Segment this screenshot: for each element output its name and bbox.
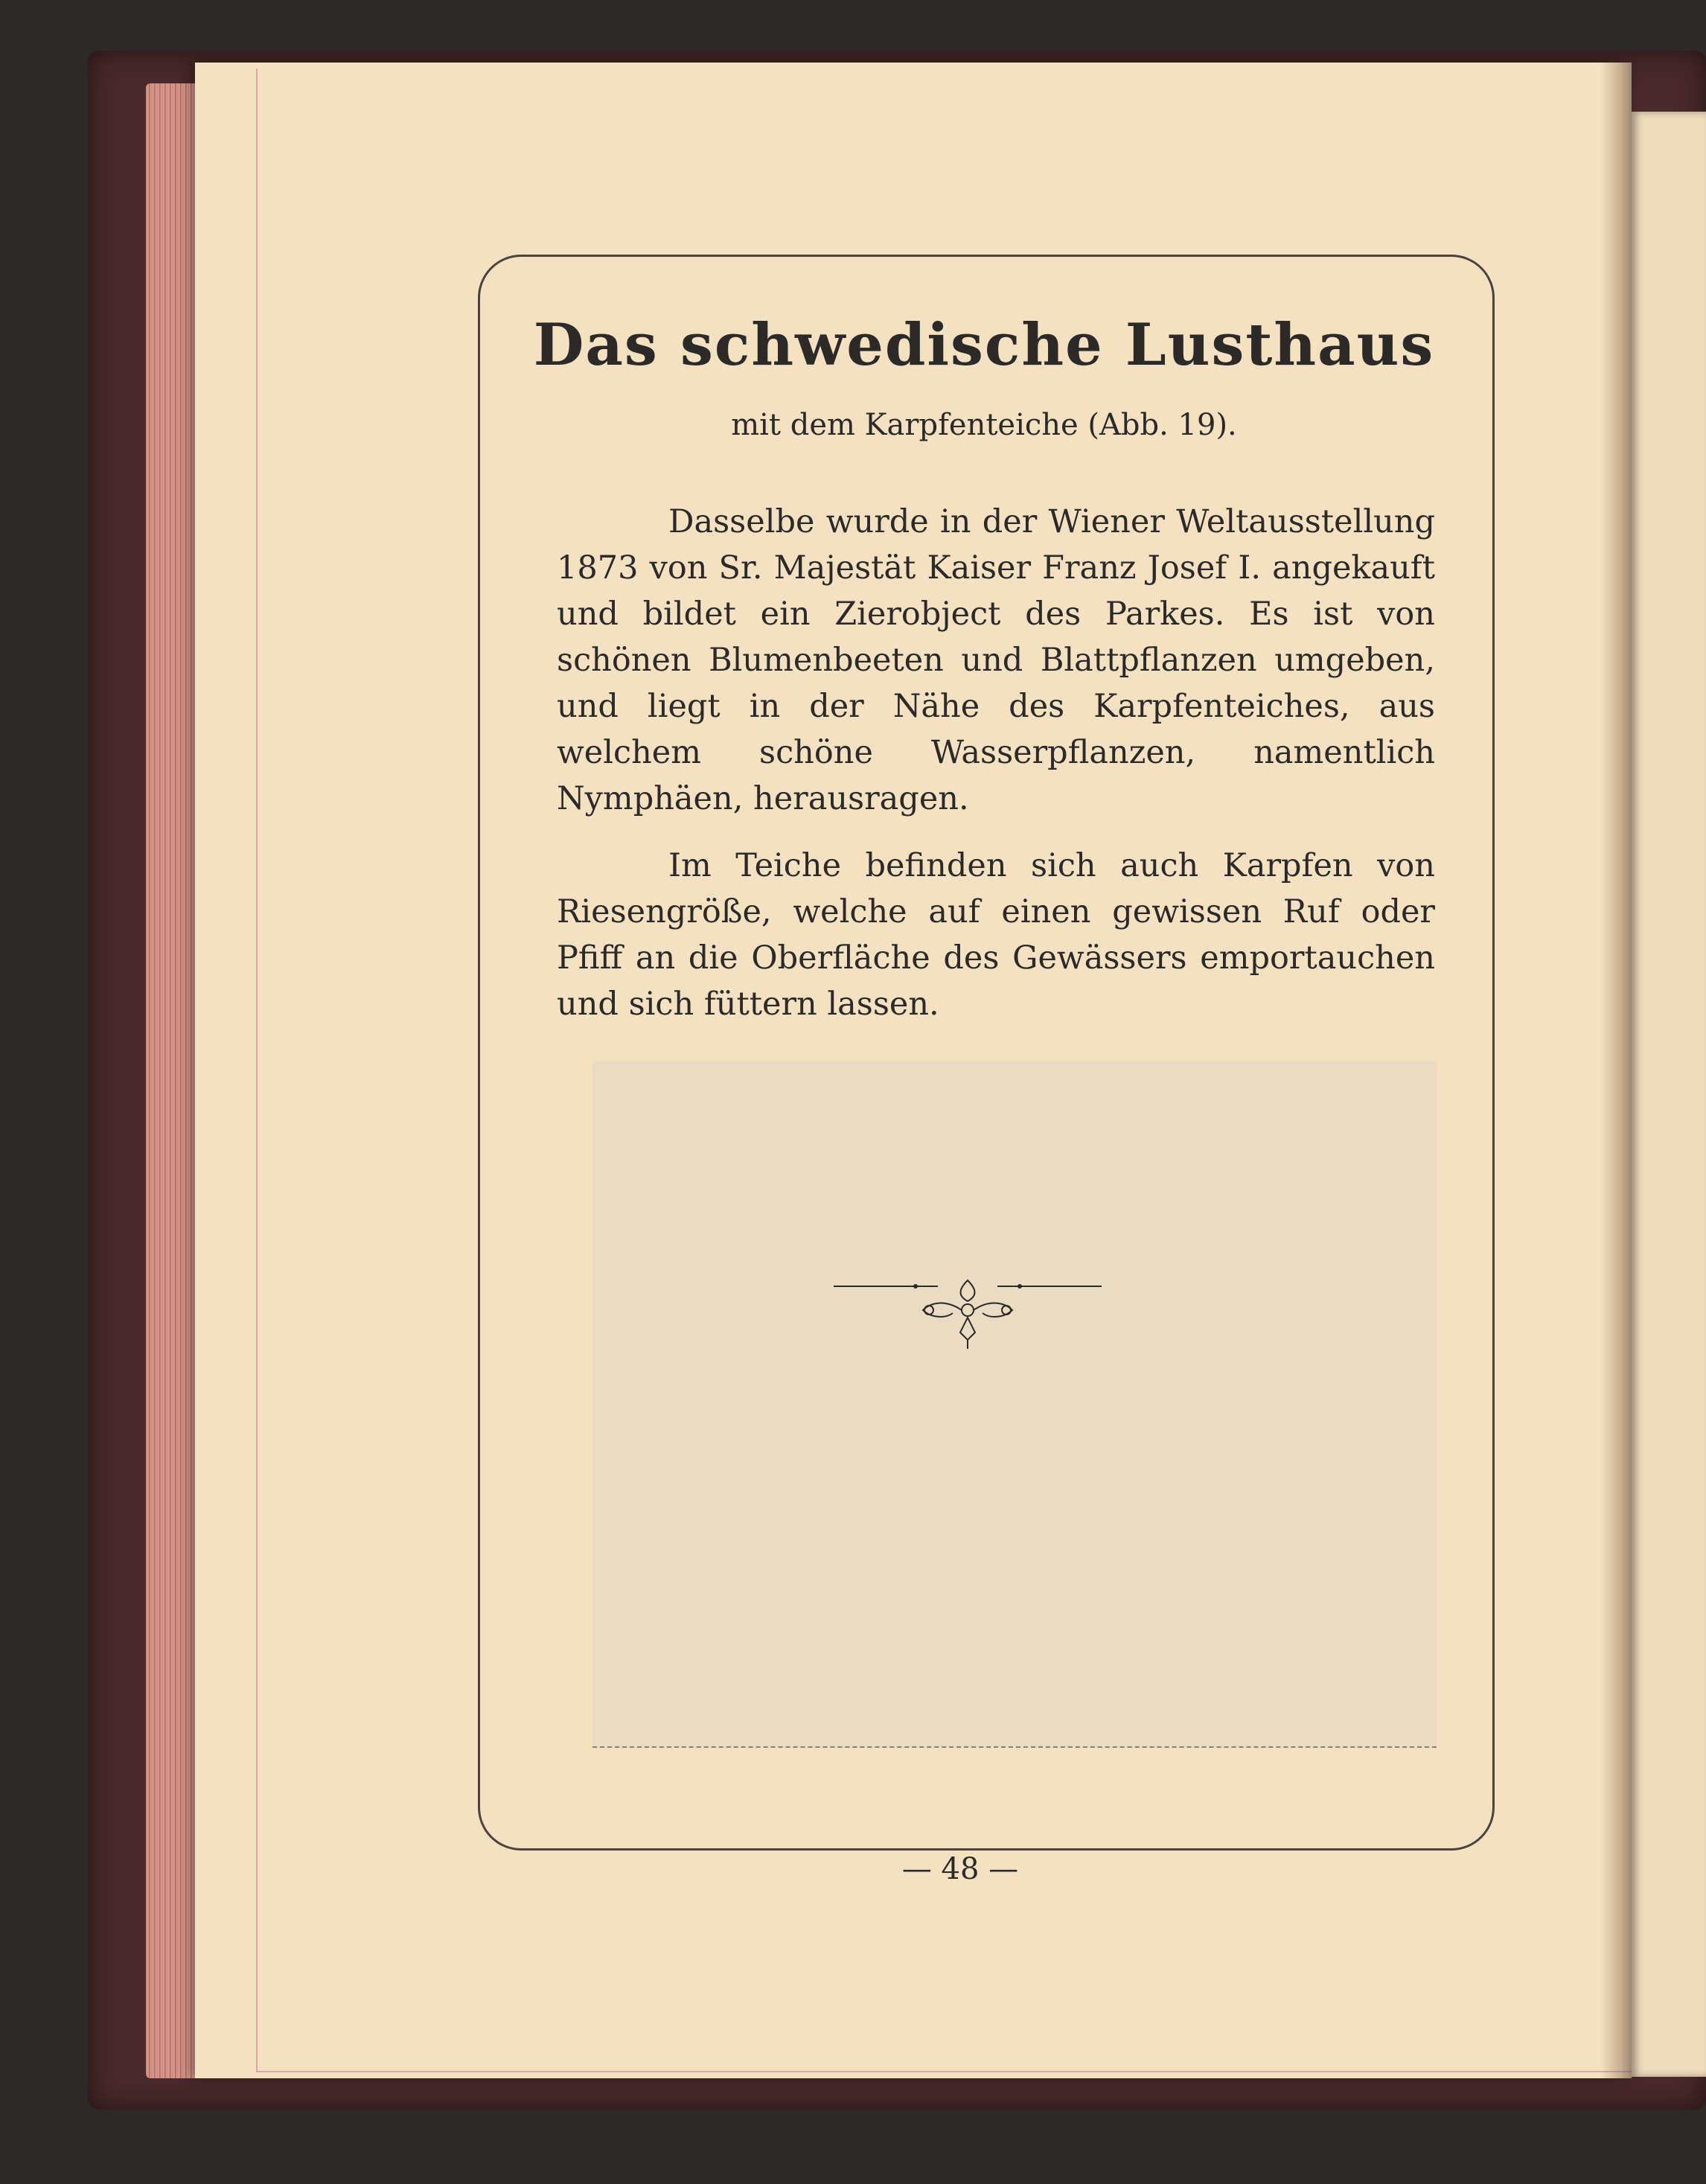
paragraph-1: Dasselbe wurde in der Wiener Weltausstellung 1873 von Sr. Majestät Kaiser Franz Josef I. angekauft und bildet ein Zierobject des Parkes. Es ist von schönen Blumenbeeten und Blattpflanzen umgeben, und liegt in der Nähe des Karpfenteiches, aus welchem schöne Wasserpflanzen, namentlich Nymphäen, herausragen. — [557, 503, 1435, 817]
page-number: — 48 — — [901, 1852, 1019, 1886]
paragraph-2: Im Teiche befinden sich auch Karpfen von Riesengröße, welche auf einen gewissen Ruf oder Pfiff an die Oberfläche des Gewässers emportauchen und sich füttern lassen. — [557, 847, 1435, 1023]
body-text — [557, 499, 1435, 1048]
page-subtitle: mit dem Karpfenteiche (Abb. 19). — [731, 408, 1237, 442]
ornament-icon — [834, 1265, 1102, 1355]
blank-photo-area — [592, 1061, 1437, 1748]
page-title: Das schwedische Lusthaus — [533, 311, 1435, 379]
facing-page — [1632, 112, 1706, 2077]
book-gutter — [1600, 63, 1633, 2078]
